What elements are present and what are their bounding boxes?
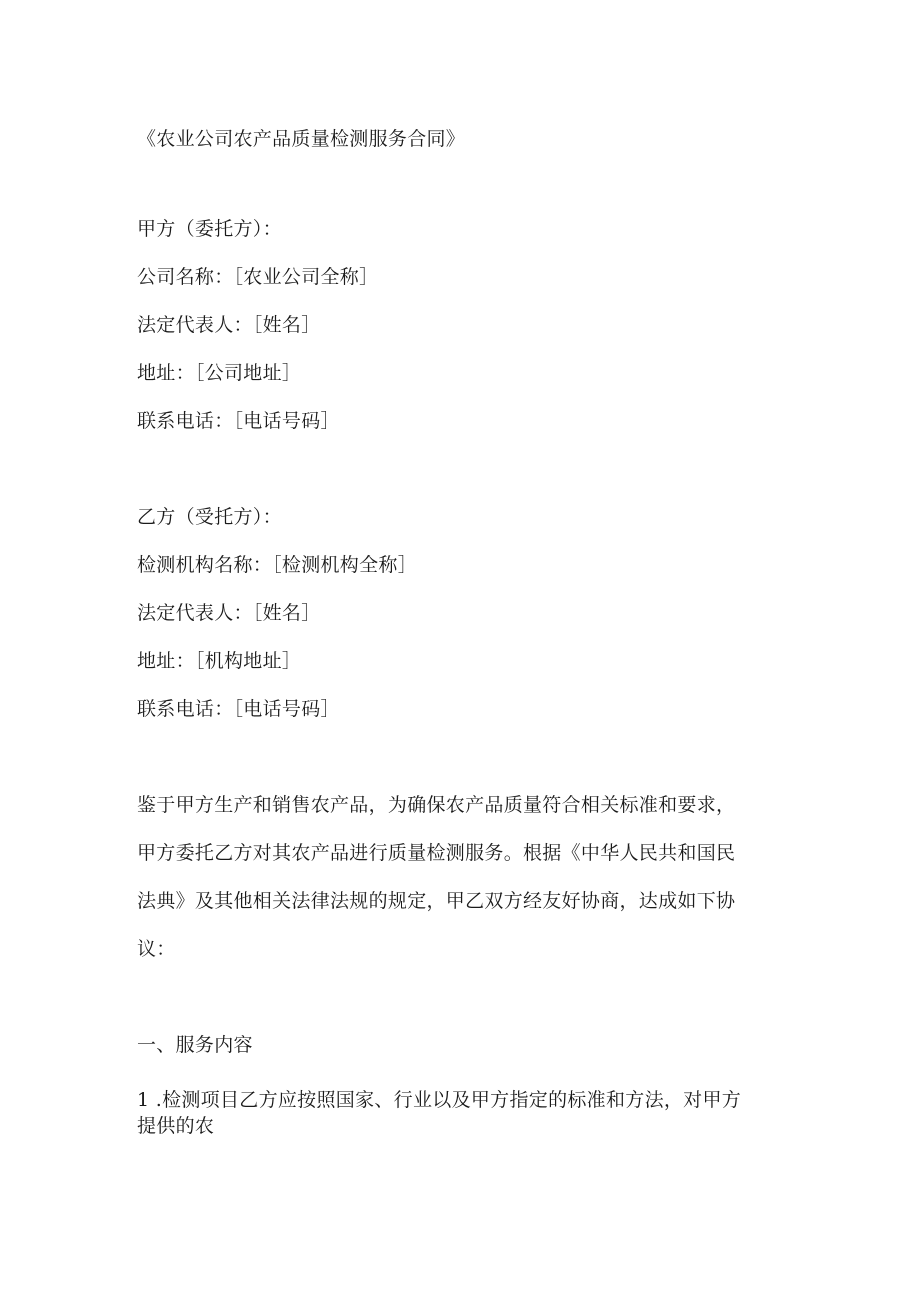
party-a-company: 公司名称：［农业公司全称］ (137, 266, 379, 288)
contract-title: 《农业公司农产品质量检测服务合同》 (137, 128, 466, 150)
party-b-phone: 联系电话：［电话号码］ (137, 698, 340, 720)
section-1-item-1-line-2: 提供的农 (137, 1115, 215, 1137)
party-a-phone: 联系电话：［电话号码］ (137, 410, 340, 432)
section-1-item-1-line-1: 1 .检测项目乙方应按照国家、行业以及甲方指定的标准和方法，对甲方 (137, 1089, 742, 1111)
preamble-line-2: 甲方委托乙方对其农产品进行质量检测服务。根据《中华人民共和国民 (137, 842, 736, 864)
party-b-heading: 乙方（受托方）： (137, 506, 282, 528)
party-a-heading: 甲方（委托方）： (137, 218, 282, 240)
party-b-representative: 法定代表人：［姓名］ (137, 602, 321, 624)
section-1-heading: 一、服务内容 (137, 1034, 253, 1056)
party-b-company: 检测机构名称：［检测机构全称］ (137, 554, 418, 576)
preamble-line-1: 鉴于甲方生产和销售农产品，为确保农产品质量符合相关标准和要求， (137, 794, 736, 816)
party-b-address: 地址：［机构地址］ (137, 650, 302, 672)
party-a-address: 地址：［公司地址］ (137, 362, 302, 384)
party-a-representative: 法定代表人：［姓名］ (137, 314, 321, 336)
preamble-line-3: 法典》及其他相关法律法规的规定，甲乙双方经友好协商，达成如下协 (137, 890, 736, 912)
preamble-line-4: 议： (137, 938, 176, 960)
